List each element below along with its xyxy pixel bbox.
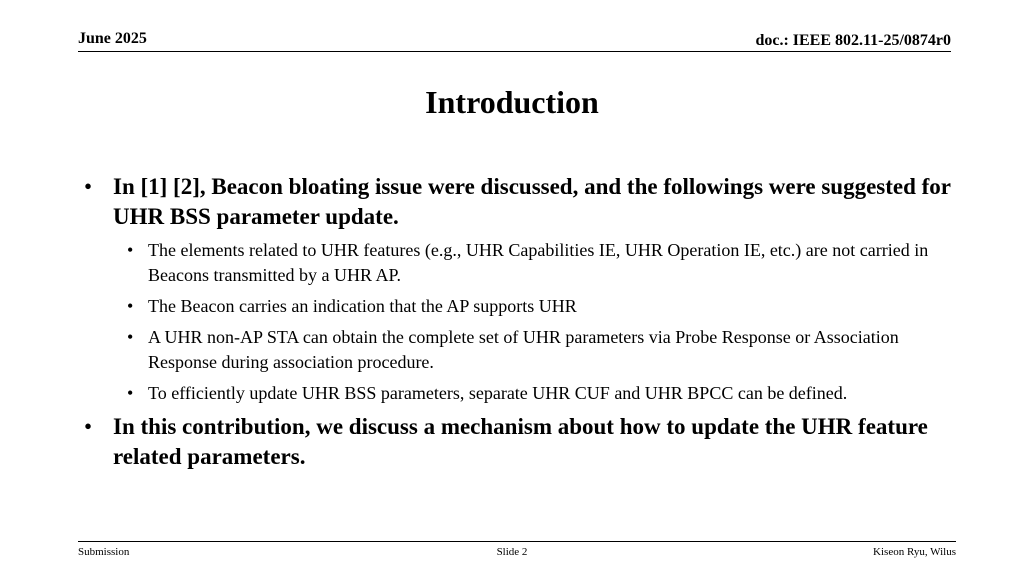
sub-bullet-4-text: To efficiently update UHR BSS parameters, separate UHR CUF and UHR BPCC can be defined. (148, 383, 848, 403)
sub-bullet-3 (84, 325, 954, 375)
footer-slide-number: Slide 2 (496, 546, 528, 558)
sub-bullet-1 (84, 238, 954, 288)
sub-bullet-2 (84, 294, 954, 319)
sub-bullet-dot-icon: • (127, 240, 134, 260)
footer-author: Kiseon Ryu, Wilus (873, 546, 956, 558)
footer-submission: Submission (78, 546, 130, 558)
bullet-dot-icon: • (84, 414, 93, 439)
bullet-2 (84, 412, 954, 472)
sub-bullet-3-text: A UHR non-AP STA can obtain the complete set of UHR parameters via Probe Response or Association Response during association procedure. (148, 327, 899, 372)
sub-bullet-dot-icon: • (127, 327, 134, 347)
bullet-2-text: In this contribution, we discuss a mechanism about how to update the UHR feature related parameters. (113, 414, 928, 469)
sub-bullet-1-text: The elements related to UHR features (e.g., UHR Capabilities IE, UHR Operation IE, etc.) are not carried in Beacons transmitted by a UHR AP. (148, 240, 929, 285)
header-date: June 2025 (78, 30, 147, 47)
sub-bullet-dot-icon: • (127, 383, 134, 403)
sub-bullet-4 (84, 381, 954, 406)
bullet-1-text: In [1] [2], Beacon bloating issue were discussed, and the followings were suggested for UHR BSS parameter update. (113, 174, 951, 229)
sub-bullet-2-text: The Beacon carries an indication that the AP supports UHR (148, 296, 577, 316)
bullet-1 (84, 172, 954, 232)
slide-title: Introduction (425, 84, 599, 120)
sub-bullet-dot-icon: • (127, 296, 134, 316)
slide-body (84, 172, 954, 478)
footer-divider (78, 541, 956, 542)
header-doc-id: doc.: IEEE 802.11-25/0874r0 (755, 32, 951, 49)
bullet-dot-icon: • (84, 174, 93, 199)
header-divider (78, 51, 951, 52)
